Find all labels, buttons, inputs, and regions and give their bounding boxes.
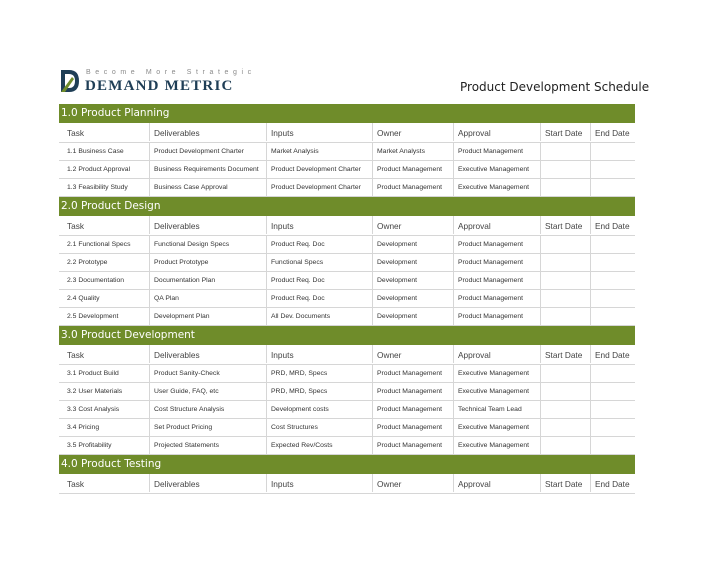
- column-header-task: Task: [67, 128, 85, 138]
- cell-owner: Development: [372, 308, 453, 326]
- cell-end-date: [590, 236, 635, 254]
- cell-start-date: [540, 179, 590, 197]
- cell-inputs: Expected Rev/Costs: [266, 437, 372, 455]
- column-header-row: [59, 216, 635, 236]
- column-header-inputs: Inputs: [266, 345, 372, 363]
- column-header-approval: Approval: [453, 123, 540, 141]
- table-row: [59, 383, 635, 401]
- cell-deliverables: Development Plan: [149, 308, 266, 326]
- column-header-start-date: Start Date: [540, 216, 590, 234]
- column-header-inputs: Inputs: [266, 123, 372, 141]
- column-header-deliverables: Deliverables: [149, 474, 266, 492]
- cell-deliverables: Projected Statements: [149, 437, 266, 455]
- column-header-owner: Owner: [372, 216, 453, 234]
- cell-owner: Product Management: [372, 401, 453, 419]
- column-header-owner: Owner: [372, 474, 453, 492]
- cell-start-date: [540, 437, 590, 455]
- cell-approval: Executive Management: [453, 419, 540, 437]
- cell-approval: Executive Management: [453, 383, 540, 401]
- column-header-approval: Approval: [453, 216, 540, 234]
- cell-end-date: [590, 272, 635, 290]
- table-row: [59, 290, 635, 308]
- cell-start-date: [540, 161, 590, 179]
- schedule-section: [59, 104, 635, 197]
- table-row: [59, 161, 635, 179]
- column-header-start-date: Start Date: [540, 123, 590, 141]
- cell-approval: Executive Management: [453, 179, 540, 197]
- table-row: [59, 143, 635, 161]
- cell-start-date: [540, 419, 590, 437]
- cell-owner: Product Management: [372, 419, 453, 437]
- cell-end-date: [590, 419, 635, 437]
- cell-start-date: [540, 308, 590, 326]
- cell-deliverables: Functional Design Specs: [149, 236, 266, 254]
- cell-end-date: [590, 254, 635, 272]
- cell-start-date: [540, 365, 590, 383]
- column-header-row: [59, 474, 635, 494]
- cell-end-date: [590, 365, 635, 383]
- cell-approval: Product Management: [453, 254, 540, 272]
- section-header: 4.0 Product Testing: [59, 455, 635, 474]
- cell-inputs: Product Development Charter: [266, 179, 372, 197]
- cell-inputs: All Dev. Documents: [266, 308, 372, 326]
- cell-deliverables: Set Product Pricing: [149, 419, 266, 437]
- demand-metric-logo-icon: [60, 69, 80, 93]
- column-header-owner: Owner: [372, 345, 453, 363]
- cell-task: 3.2 User Materials: [67, 388, 123, 395]
- table-row: [59, 272, 635, 290]
- cell-task: 2.4 Quality: [67, 295, 100, 302]
- column-header-inputs: Inputs: [266, 474, 372, 492]
- column-header-inputs: Inputs: [266, 216, 372, 234]
- column-header-task: Task: [67, 479, 85, 489]
- cell-deliverables: User Guide, FAQ, etc: [149, 383, 266, 401]
- section-header: 1.0 Product Planning: [59, 104, 635, 123]
- cell-task: 3.5 Profitability: [67, 442, 112, 449]
- cell-owner: Product Management: [372, 383, 453, 401]
- cell-start-date: [540, 272, 590, 290]
- column-header-end-date: End Date: [590, 216, 635, 234]
- cell-inputs: Development costs: [266, 401, 372, 419]
- cell-owner: Product Management: [372, 161, 453, 179]
- column-header-end-date: End Date: [590, 474, 635, 492]
- schedule-section: [59, 326, 635, 455]
- cell-approval: Executive Management: [453, 437, 540, 455]
- cell-deliverables: Product Sanity-Check: [149, 365, 266, 383]
- cell-inputs: Cost Structures: [266, 419, 372, 437]
- schedule-section: [59, 455, 635, 494]
- cell-inputs: PRD, MRD, Specs: [266, 383, 372, 401]
- table-row: [59, 236, 635, 254]
- section-header: 3.0 Product Development: [59, 326, 635, 345]
- cell-deliverables: Documentation Plan: [149, 272, 266, 290]
- company-logo: [60, 69, 260, 95]
- cell-deliverables: Product Prototype: [149, 254, 266, 272]
- column-header-row: [59, 345, 635, 365]
- table-row: [59, 254, 635, 272]
- cell-start-date: [540, 401, 590, 419]
- cell-owner: Product Management: [372, 179, 453, 197]
- schedule-section: [59, 197, 635, 326]
- cell-end-date: [590, 290, 635, 308]
- cell-end-date: [590, 401, 635, 419]
- schedule-table: [59, 104, 635, 494]
- column-header-end-date: End Date: [590, 123, 635, 141]
- column-header-row: [59, 123, 635, 143]
- cell-approval: Product Management: [453, 143, 540, 161]
- column-header-task: Task: [67, 350, 85, 360]
- cell-approval: Product Management: [453, 272, 540, 290]
- cell-inputs: Product Development Charter: [266, 161, 372, 179]
- cell-task: 3.3 Cost Analysis: [67, 406, 120, 413]
- cell-start-date: [540, 383, 590, 401]
- cell-owner: Market Analysts: [372, 143, 453, 161]
- table-row: [59, 308, 635, 326]
- column-header-start-date: Start Date: [540, 474, 590, 492]
- section-header: 2.0 Product Design: [59, 197, 635, 216]
- cell-start-date: [540, 290, 590, 308]
- table-row: [59, 179, 635, 197]
- cell-task: 1.3 Feasibility Study: [67, 184, 128, 191]
- column-header-deliverables: Deliverables: [149, 345, 266, 363]
- cell-owner: Development: [372, 254, 453, 272]
- cell-inputs: PRD, MRD, Specs: [266, 365, 372, 383]
- column-header-approval: Approval: [453, 474, 540, 492]
- cell-task: 2.1 Functional Specs: [67, 241, 131, 248]
- cell-owner: Product Management: [372, 437, 453, 455]
- cell-end-date: [590, 143, 635, 161]
- logo-brand: DEMAND METRIC: [85, 78, 234, 94]
- cell-start-date: [540, 254, 590, 272]
- cell-owner: Product Management: [372, 365, 453, 383]
- page-title: Product Development Schedule: [460, 80, 650, 94]
- cell-task: 2.5 Development: [67, 313, 119, 320]
- cell-end-date: [590, 179, 635, 197]
- table-row: [59, 401, 635, 419]
- cell-deliverables: Cost Structure Analysis: [149, 401, 266, 419]
- cell-end-date: [590, 383, 635, 401]
- cell-end-date: [590, 308, 635, 326]
- column-header-owner: Owner: [372, 123, 453, 141]
- cell-inputs: Market Analysis: [266, 143, 372, 161]
- logo-tagline: Become More Strategic: [86, 69, 256, 76]
- cell-deliverables: Business Requirements Document: [149, 161, 266, 179]
- cell-task: 3.4 Pricing: [67, 424, 100, 431]
- column-header-start-date: Start Date: [540, 345, 590, 363]
- cell-end-date: [590, 161, 635, 179]
- cell-deliverables: Business Case Approval: [149, 179, 266, 197]
- cell-approval: Technical Team Lead: [453, 401, 540, 419]
- cell-task: 2.2 Prototype: [67, 259, 108, 266]
- column-header-end-date: End Date: [590, 345, 635, 363]
- table-row: [59, 365, 635, 383]
- cell-approval: Product Management: [453, 308, 540, 326]
- cell-approval: Product Management: [453, 290, 540, 308]
- cell-start-date: [540, 236, 590, 254]
- cell-inputs: Product Req. Doc: [266, 290, 372, 308]
- cell-end-date: [590, 437, 635, 455]
- table-row: [59, 437, 635, 455]
- cell-owner: Development: [372, 272, 453, 290]
- column-header-deliverables: Deliverables: [149, 216, 266, 234]
- cell-inputs: Product Req. Doc: [266, 236, 372, 254]
- cell-start-date: [540, 143, 590, 161]
- cell-approval: Product Management: [453, 236, 540, 254]
- column-header-approval: Approval: [453, 345, 540, 363]
- cell-approval: Executive Management: [453, 161, 540, 179]
- cell-task: 2.3 Documentation: [67, 277, 125, 284]
- cell-task: 1.2 Product Approval: [67, 166, 131, 173]
- column-header-deliverables: Deliverables: [149, 123, 266, 141]
- cell-owner: Development: [372, 290, 453, 308]
- column-header-task: Task: [67, 221, 85, 231]
- cell-deliverables: QA Plan: [149, 290, 266, 308]
- cell-task: 1.1 Business Case: [67, 148, 124, 155]
- cell-inputs: Functional Specs: [266, 254, 372, 272]
- cell-inputs: Product Req. Doc: [266, 272, 372, 290]
- cell-deliverables: Product Development Charter: [149, 143, 266, 161]
- cell-approval: Executive Management: [453, 365, 540, 383]
- cell-task: 3.1 Product Build: [67, 370, 119, 377]
- table-row: [59, 419, 635, 437]
- cell-owner: Development: [372, 236, 453, 254]
